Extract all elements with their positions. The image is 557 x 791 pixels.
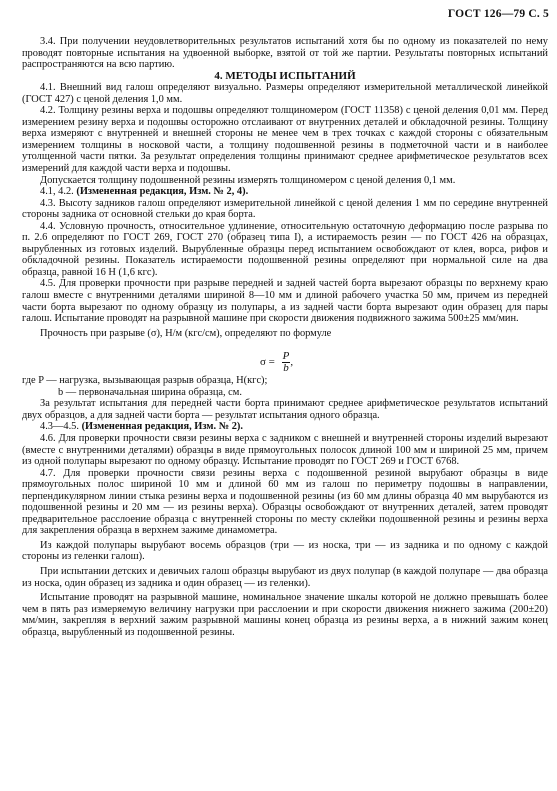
strength-formula	[22, 345, 548, 375]
edit-note-prefix: 4.3—4.5.	[40, 421, 79, 433]
paragraph-4-7: 4.7. Для проверки прочности связи резины верха с подошвенной резиной вырубают образцы в виде прямоугольных полос шириной 10 мм и длиной 60 мм из галош по периметру подошвы в направлении, перпендикулярном линии стыка резины верха и подошвенной резины (из 60 мм длины образца 40 мм вырубаются из подошвенной резины и 20 мм — из резины верха). Образцы освобождают от внутренних деталей, затем проводят предварительное расслоение образца с внутренней стороны по месту склейки подошвенной резины и резины верха для закрепления образца в верхнем зажиме динамометра.	[22, 467, 548, 537]
definition-b: b — первоначальная ширина образца, см.	[58, 386, 242, 398]
formula-lhs: σ =	[260, 356, 275, 369]
section-title: 4. МЕТОДЫ ИСПЫТАНИЙ	[214, 69, 356, 82]
edit-note-4-3-4-5	[22, 421, 548, 433]
paragraph-4-5-result: За результат испытания для передней части борта принимают среднее арифметическое результатов испытаний двух образцов, а для задней части борта — результат испытания одного образца.	[22, 398, 548, 421]
paragraph-3-4: 3.4. При получении неудовлетворительных результатов испытаний хотя бы по одному из показателей по нему проводят повторные испытания на удвоенной выборке, взятой от той же партии. Результаты повторных испытаний распространяются на всю партию.	[22, 36, 548, 71]
page-header: ГОСТ 126—79 С. 5	[447, 8, 549, 20]
definition-p: где P — нагрузка, вызывающая разрыв образца, Н(кгс);	[22, 375, 268, 387]
formula-numerator: P	[282, 350, 290, 363]
edit-note-4-1-4-2	[22, 186, 548, 198]
edit-note-text: (Измененная редакция, Изм. № 2, 4).	[76, 186, 249, 198]
paragraph-4-6: 4.6. Для проверки прочности связи резины верха с задником с внешней и внутренней стороны изделий вырезают (вместе с внутренними деталями) образцы в виде прямоугольных полосок длиной 100 мм и шириной 25 мм, причем из одной полупары вырезают по одному образцу. Испытание проводят по ГОСТ 269 и ГОСТ 6768.	[22, 432, 548, 468]
document-body	[22, 36, 548, 638]
paragraph-4-5: 4.5. Для проверки прочности при разрыве передней и задней частей борта вырезают образцы по верхнему краю галош вместе с внутренними деталями шириной 8—10 мм и длиной рабочего участка 50 мм, причем из передней части борта вырезают по одному образцу из полупары, а из задней части борта вырезают один образец для пары галош. Испытание проводят на разрывной машине при скорости движения подвижного зажима 500±25 мм/мин.	[22, 278, 548, 325]
paragraph-4-7-children: При испытании детских и девичьих галош образцы вырубают из двух полупар (в каждой полупаре — два образца из носка, один образец из задника и один образец — из геленки).	[22, 565, 548, 589]
edit-note-text: (Измененная редакция, Изм. № 2).	[81, 421, 243, 433]
formula-denominator: b	[283, 362, 289, 375]
formula-tail: ,	[290, 356, 294, 369]
paragraph-4-5-formula-intro: Прочность при разрыве (σ), Н/м (кгс/см), определяют по формуле	[40, 327, 332, 339]
paragraph-4-1: 4.1. Внешний вид галош определяют визуально. Размеры определяют измерительной металлической линейкой (ГОСТ 427) с ценой деления 1,0 мм.	[22, 82, 548, 105]
paragraph-4-7-testing: Испытание проводят на разрывной машине, номинальное значение шкалы которой не должно превышать более чем в пять раз измеряемую величину нагрузки при расслоении и при скорости движения нижнего зажима (200±20) мм/мин, закрепляя в верхний зажим разрывной машины конец образца из резины верха, а в нижний зажим конец образца, вырубленный из подошвенной резины.	[22, 592, 548, 638]
paragraph-4-7-samples: Из каждой полупары вырубают восемь образцов (три — из носка, три — из задника и по одному с каждой стороны из геленки галош).	[22, 539, 548, 563]
edit-note-prefix: 4.1, 4.2.	[40, 186, 74, 198]
paragraph-4-2-note: Допускается толщину подошвенной резины измерять толщиномером с ценой деления 0,1 мм.	[40, 174, 456, 186]
paragraph-4-3: 4.3. Высоту задников галош определяют измерительной линейкой с ценой деления 1 мм по середине внутренней стороны задника от основной стельки до края борта.	[22, 197, 548, 221]
paragraph-4-2: 4.2. Толщину резины верха и подошвы определяют толщиномером (ГОСТ 11358) с ценой деления 0,01 мм. Перед измерением резину верха и подошвы осторожно отслаивают от внутренних деталей и обкладочной резины. Толщину верха измеряют с внутренней и внешней стороны не менее чем в трех точках с каждой стороны с обязательным измерением толщины в носковой части, а толщину подошвенной резины в подметочной части и в наиболее утолщенной части пятки. За результат определения толщины принимают среднее арифметическое результатов всех измерений для каждой части верха и подошвы.	[22, 105, 548, 175]
paragraph-4-4: 4.4. Условную прочность, относительное удлинение, относительную остаточную деформацию после разрыва по п. 2.6 определяют по ГОСТ 269, ГОСТ 270 (образец типа I), а истираемость резин — по ГОСТ 426 на образцах, вырубленных из готовых изделий. Вырубленные образцы перед испытанием освобождают от клея, ворса, рифов и обкладочной резины. Показатель истираемости подошвенной резины определяют при нормальной силе на два образца, равной 16 Н (1,6 кгс).	[22, 220, 548, 278]
